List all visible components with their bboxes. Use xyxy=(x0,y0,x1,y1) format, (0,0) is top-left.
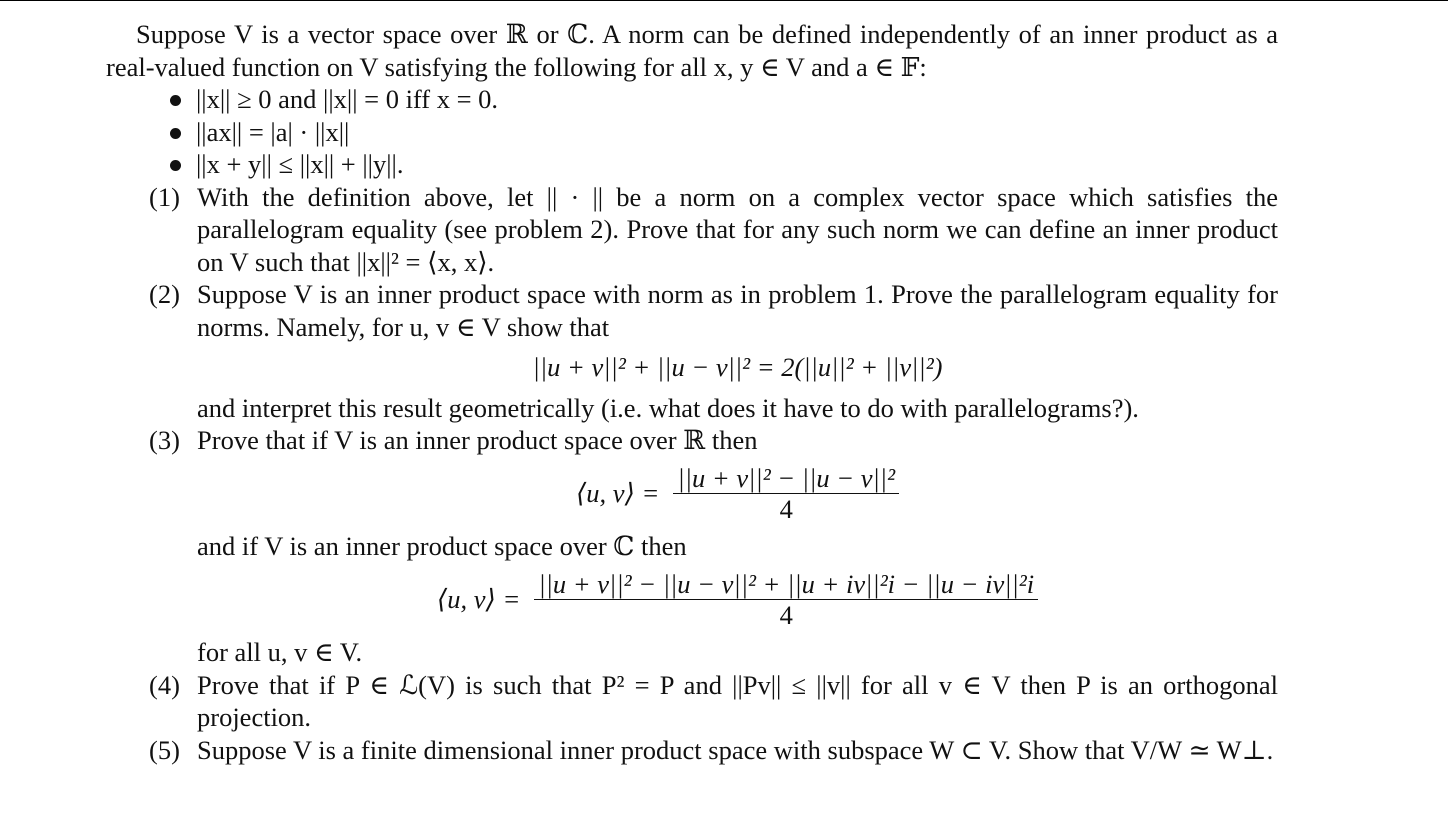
problem-2 xyxy=(106,278,1278,424)
problem-text-after: and interpret this result geometrically (i.e. what does it have to do with parallelograms?). xyxy=(197,392,1139,423)
fraction: $\frac{\text{||u + v||² − ||u − v||² + ||u + iv||²i − ||u − iv||²i}}{4}$ xyxy=(534,569,1038,631)
problem-3 xyxy=(106,424,1278,669)
list-item: ||x + y|| ≤ ||x|| + ||y||. xyxy=(168,148,1278,181)
problem-text-after: for all u, v ∈ V. xyxy=(197,637,363,668)
problem-5 xyxy=(106,734,1278,767)
problem-text: With the definition above, let || · || be a norm on a complex vector space which satisfies the parallelogram equality (see problem 2). Prove that for any such norm we can define an inner product on V such that ||x||² = ⟨x, x⟩. xyxy=(197,181,1278,277)
problem-number: (1) xyxy=(149,181,180,212)
problem-number: (2) xyxy=(149,279,180,309)
bullet-icon xyxy=(170,95,181,106)
real-polarization-equation: ⟨u, v⟩ = $\frac{\text{||u + v||² − ||u − v||²}}{4}$ xyxy=(197,463,1278,525)
problem-4 xyxy=(106,669,1278,734)
norm-axioms-list xyxy=(106,83,1278,181)
document-body xyxy=(106,18,1278,766)
intro-paragraph: Suppose V is a vector space over ℝ or ℂ. A norm can be defined independently of an inner product as a real-valued function on V satisfying the following for all x, y ∈ V and a ∈ 𝔽: xyxy=(106,19,1278,82)
problem-text: Prove that if V is an inner product space over ℝ then xyxy=(197,425,758,455)
top-rule xyxy=(0,0,1448,1)
fraction: $\frac{\text{||u + v||² − ||u − v||²}}{4}$ xyxy=(673,463,899,525)
problem-text: Suppose V is a finite dimensional inner product space with subspace W ⊂ V. Show that V/W ≃ W⊥. xyxy=(197,734,1274,765)
problem-1 xyxy=(106,181,1278,279)
bullet-icon xyxy=(170,128,181,139)
list-item: ||ax|| = |a| · ||x|| xyxy=(168,116,1278,149)
problem-text: Suppose V is an inner product space with norm as in problem 1. Prove the parallelogram equality for norms. Namely, for u, v ∈ V show that xyxy=(197,279,1278,342)
problem-number: (4) xyxy=(149,669,180,700)
problem-number: (3) xyxy=(149,425,180,455)
bullet-icon xyxy=(170,160,181,171)
problem-list xyxy=(106,181,1278,767)
parallelogram-equation: ||u + v||² + ||u − v||² = 2(||u||² + ||v||²) xyxy=(532,352,943,382)
list-item: ||x|| ≥ 0 and ||x|| = 0 iff x = 0. xyxy=(168,83,1278,116)
problem-number: (5) xyxy=(149,734,180,765)
complex-polarization-equation: ⟨u, v⟩ = $\frac{\text{||u + v||² − ||u − v||² + ||u + iv||²i − ||u − iv||²i}}{4}$ xyxy=(197,569,1278,631)
problem-text-middle: and if V is an inner product space over ℂ then xyxy=(197,531,687,562)
problem-text: Prove that if P ∈ ℒ(V) is such that P² = P and ||Pv|| ≤ ||v|| for all v ∈ V then P is an orthogonal projection. xyxy=(197,669,1278,733)
